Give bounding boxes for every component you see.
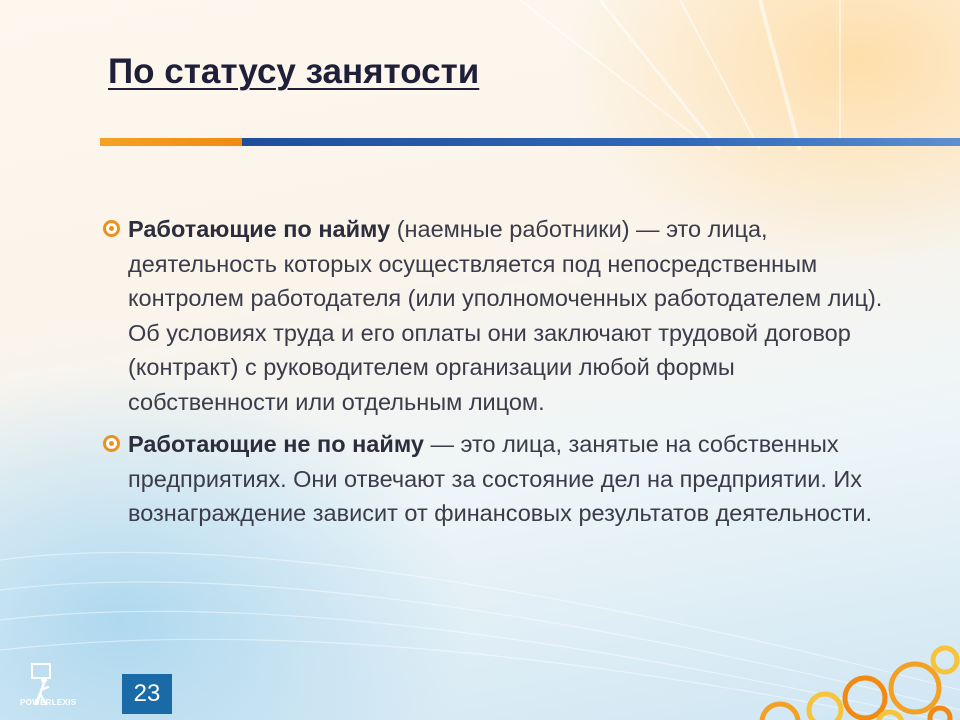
divider-blue-segment <box>242 138 960 146</box>
page-number-badge: 23 <box>122 674 172 714</box>
bullet-text <box>128 427 900 531</box>
bullet-text <box>128 212 900 419</box>
powerlexis-logo-icon <box>14 660 94 716</box>
bullet-term: Работающие по найму <box>128 216 391 242</box>
divider-orange-segment <box>100 138 242 146</box>
title-divider <box>100 138 960 146</box>
bullet-term: Работающие не по найму <box>128 431 424 457</box>
decorative-rings-icon <box>740 640 960 720</box>
page-title: По статусу занятости <box>108 52 480 91</box>
logo-text: POWERLEXIS <box>20 698 77 707</box>
ring-bullet-icon <box>103 435 120 452</box>
bullet-description: (наемные работники) — это лица, деятельность которых осуществляется под непосредственным контролем работодателя (или уполномоченных работодателем лиц). Об условиях труда и его оплаты они заключают трудовой договор (контракт) с руководителем организации любой формы собственности или отдельным лицом. <box>128 216 883 415</box>
bullet-description: — это лица, занятые на собственных предприятиях. Они отвечают за состояние дел на предприятии. Их вознаграждение зависит от финансовых результатов деятельности. <box>128 431 873 526</box>
ring-bullet-icon <box>103 220 120 237</box>
bullet-list <box>100 212 900 539</box>
list-item <box>100 212 900 419</box>
list-item <box>100 427 900 531</box>
